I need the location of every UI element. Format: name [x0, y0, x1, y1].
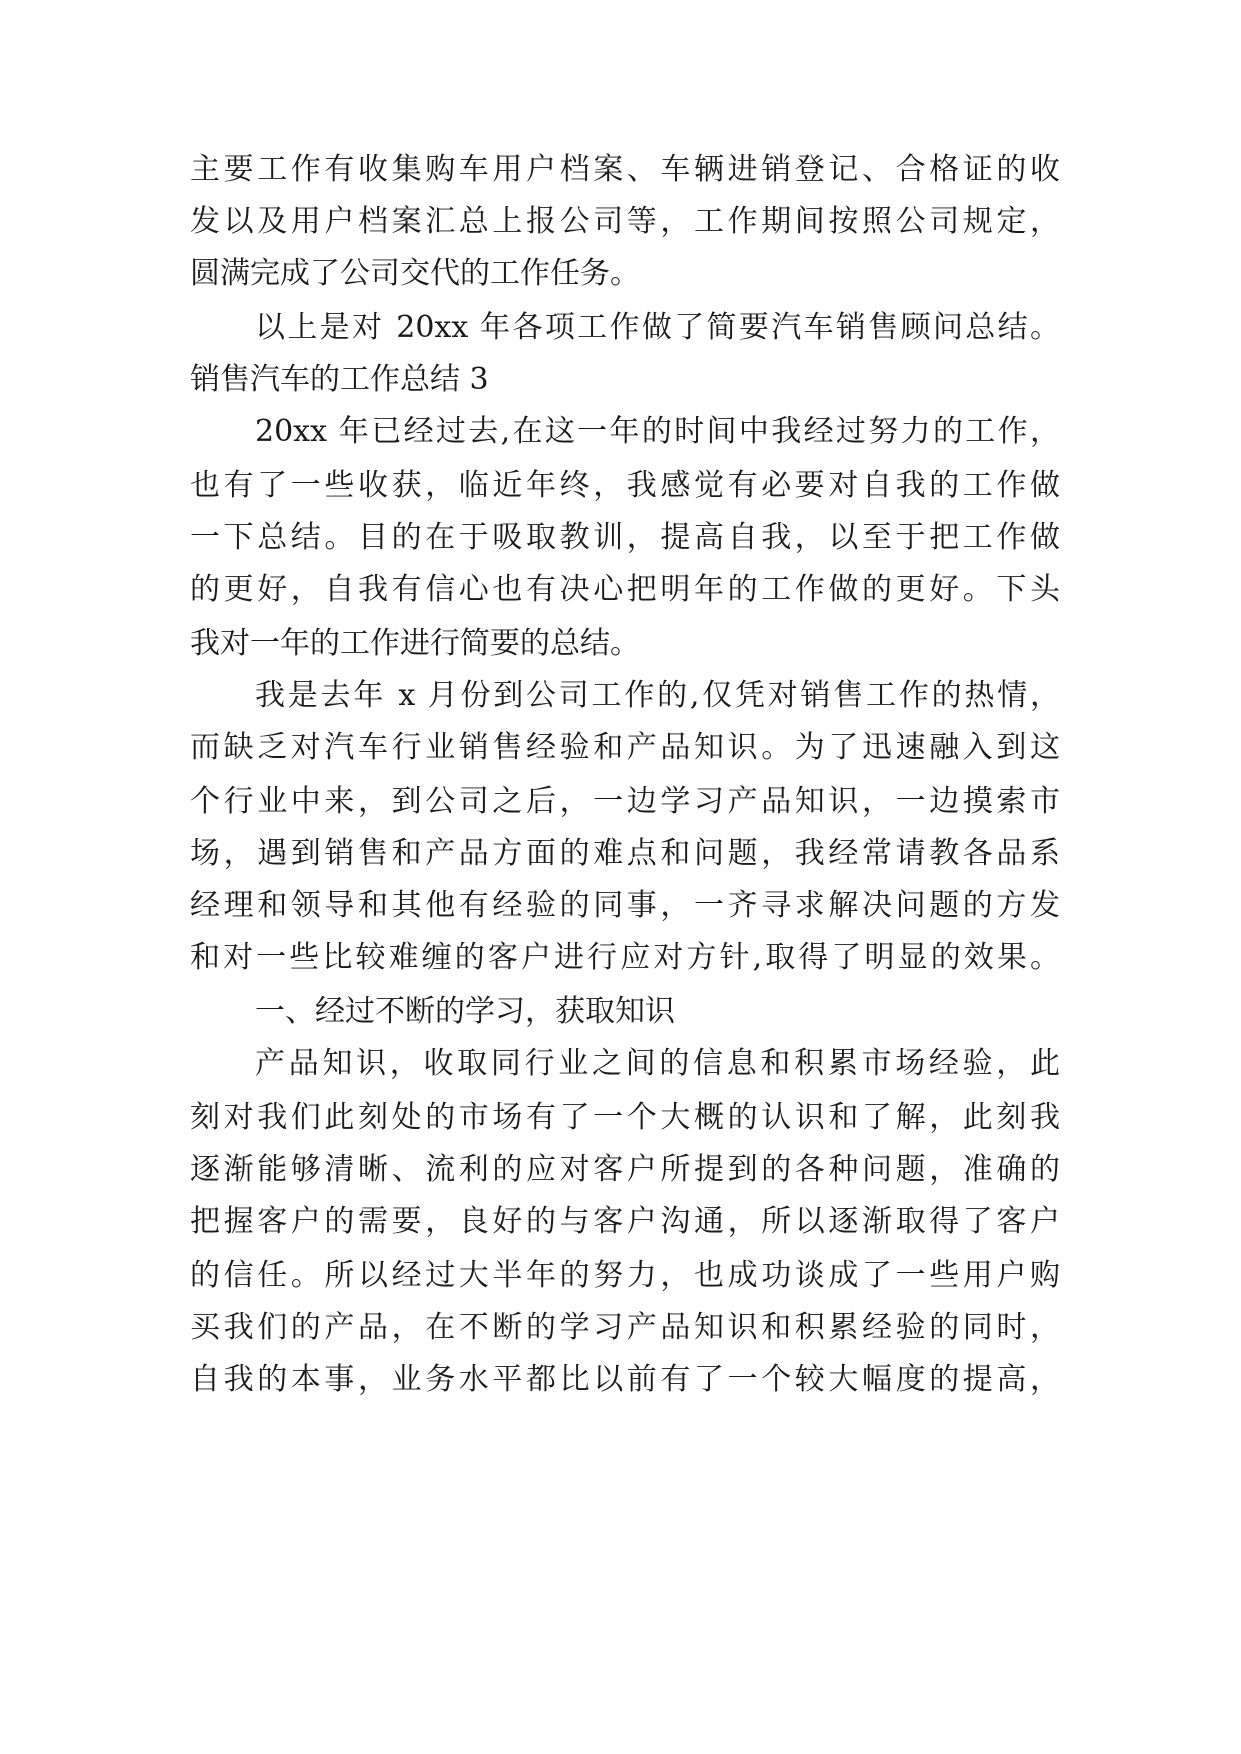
text-line: 场，遇到销售和产品方面的难点和问题，我经常请教各品系: [190, 836, 1060, 871]
text-line: 以上是对 20xx 年各项工作做了简要汽车销售顾问总结。: [255, 310, 1060, 345]
text-line: 而缺乏对汽车行业销售经验和产品知识。为了迅速融入到这: [190, 730, 1060, 765]
text-line: 主要工作有收集购车用户档案、车辆进销登记、合格证的收: [190, 152, 1060, 187]
section-heading: 销售汽车的工作总结 3: [190, 362, 489, 397]
text-line: 20xx 年已经过去,在这一年的时间中我经过努力的工作，: [255, 414, 1060, 449]
text-line: 逐渐能够清晰、流利的应对客户所提到的各种问题，准确的: [190, 1152, 1060, 1187]
text-line: 的信任。所以经过大半年的努力，也成功谈成了一些用户购: [190, 1258, 1060, 1293]
text-line: 经理和领导和其他有经验的同事，一齐寻求解决问题的方发: [190, 888, 1060, 923]
text-line: 个行业中来，到公司之后，一边学习产品知识，一边摸索市: [190, 784, 1060, 819]
text-line: 的更好，自我有信心也有决心把明年的工作做的更好。下头: [190, 572, 1060, 607]
text-line: 产品知识，收取同行业之间的信息和积累市场经验，此: [255, 1046, 1060, 1081]
text-line: 圆满完成了公司交代的工作任务。: [190, 256, 640, 291]
text-line: 发以及用户档案汇总上报公司等，工作期间按照公司规定，: [190, 204, 1060, 239]
subsection-heading: 一、经过不断的学习，获取知识: [255, 994, 675, 1029]
text-line: 我是去年 x 月份到公司工作的,仅凭对销售工作的热情，: [255, 678, 1060, 713]
text-line: 把握客户的需要，良好的与客户沟通，所以逐渐取得了客户: [190, 1204, 1060, 1239]
text-line: 买我们的产品，在不断的学习产品知识和积累经验的同时，: [190, 1310, 1060, 1345]
text-line: 我对一年的工作进行简要的总结。: [190, 626, 640, 661]
text-line: 刻对我们此刻处的市场有了一个大概的认识和了解，此刻我: [190, 1100, 1060, 1135]
text-line: 一下总结。目的在于吸取教训，提高自我，以至于把工作做: [190, 520, 1060, 555]
text-line: 也有了一些收获，临近年终，我感觉有必要对自我的工作做: [190, 468, 1060, 503]
text-line: 自我的本事，业务水平都比以前有了一个较大幅度的提高，: [190, 1362, 1060, 1397]
text-line: 和对一些比较难缠的客户进行应对方针,取得了明显的效果。: [190, 940, 1060, 975]
